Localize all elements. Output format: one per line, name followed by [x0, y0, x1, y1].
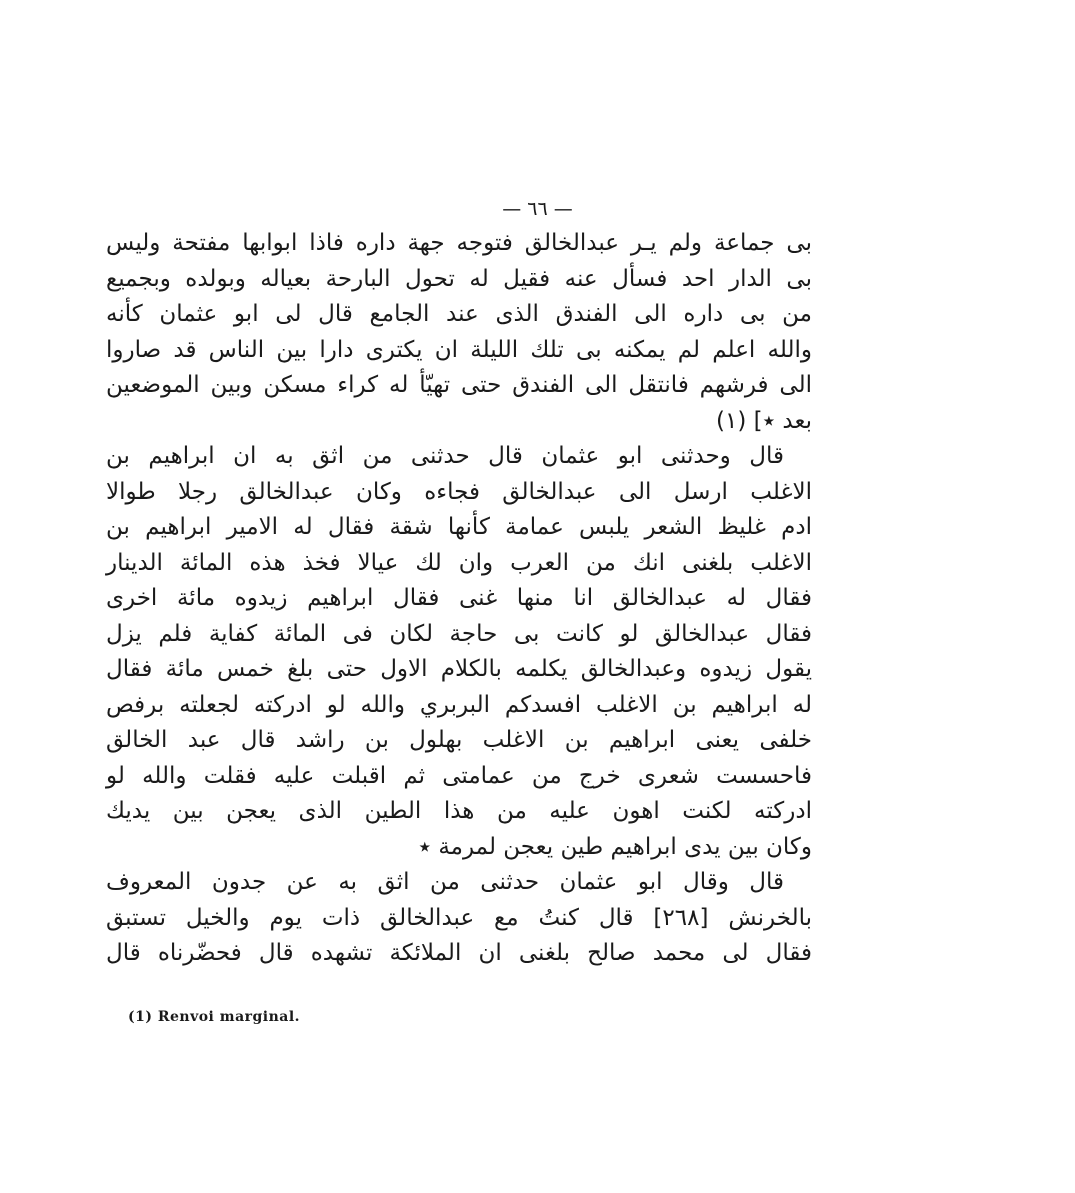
- text-line: بى الدار احد فسأل عنه فقيل له تحول البارحة بعياله وبولده وبجميع: [106, 265, 812, 292]
- page-number: — ٦٦ —: [502, 198, 573, 220]
- text-line: والله اعلم لم يمكنه بى تلك الليلة ان يكترى دارا بين الناس قد صاروا: [106, 336, 812, 363]
- text-line: فقال لى محمد صالح بلغنى ان الملائكة تشهده قال فحضّرناه قال: [106, 940, 812, 966]
- text-line: ادركته لكنت اهون عليه من هذا الطين الذى يعجن بين يديك: [106, 798, 812, 824]
- text-line: الاغلب ارسل الى عبدالخالق فجاءه وكان عبدالخالق رجلا طوالا: [106, 478, 812, 505]
- text-line: ادم غليظ الشعر يلبس عمامة كأنها شقة فقال له الامير ابراهيم بن: [106, 514, 812, 540]
- footnote: (1) Renvoi marginal.: [128, 1009, 301, 1025]
- text-line: له ابراهيم بن الاغلب افسدكم البربري والله لو ادركته لجعلته برفص: [106, 691, 812, 718]
- text-line: خلفى يعنى ابراهيم بن الاغلب بهلول بن راشد قال عبد الخالق: [106, 727, 812, 753]
- text-line: قال وحدثنى ابو عثمان قال حدثنى من اثق به ان ابراهيم بن: [106, 443, 784, 469]
- text-line: بى جماعة ولم يـر عبدالخالق فتوجه جهة داره فاذا ابوابها مفتحة وليس: [106, 230, 812, 256]
- paragraph-3: [106, 865, 812, 972]
- paragraph-1: [106, 226, 812, 439]
- arabic-body-text: [106, 226, 812, 972]
- text-line: بعد ٭] (١): [715, 407, 812, 434]
- text-line: الى فرشهم فانتقل الى الفندق حتى تهيّأ له كراء مسكن وبين الموضعين: [106, 372, 812, 398]
- text-line: بالخرنش [٢٦٨] قال كنتُ مع عبدالخالق ذات يوم والخيل تستبق: [106, 904, 812, 931]
- text-line: فقال له عبدالخالق انا منها غنى فقال ابراهيم زيدوه مائة اخرى: [106, 585, 812, 611]
- text-line: فقال عبدالخالق لو كانت بى حاجة لكان فى المائة كفاية فلم يزل: [106, 620, 812, 647]
- text-line: وكان بين يدى ابراهيم طين يعجن لمرمة ٭: [418, 833, 812, 860]
- text-line: من بى داره الى الفندق الذى عند الجامع قال لى ابو عثمان كأنه: [106, 301, 812, 327]
- text-line: يقول زيدوه وعبدالخالق يكلمه بالكلام الاول حتى بلغ خمس مائة فقال: [106, 656, 812, 682]
- paragraph-2: [106, 439, 812, 865]
- text-line: فاحسست شعرى خرج من عمامتى ثم اقبلت عليه فقلت والله لو: [106, 762, 812, 789]
- text-line: الاغلب بلغنى انك من العرب وان لك عيالا فخذ هذه المائة الدينار: [106, 549, 812, 576]
- text-line: قال وقال ابو عثمان حدثنى من اثق به عن جدون المعروف: [106, 869, 784, 895]
